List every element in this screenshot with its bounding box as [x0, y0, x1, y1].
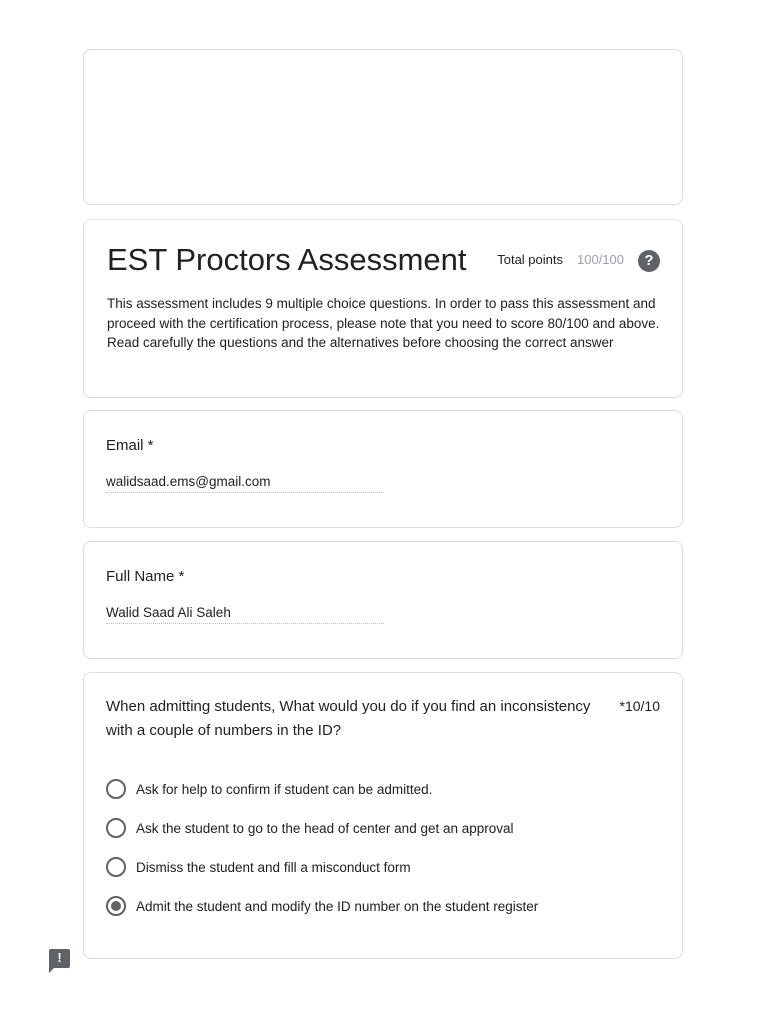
email-field[interactable]: walidsaad.ems@gmail.com — [106, 474, 384, 493]
question-card — [83, 672, 683, 959]
total-points-label: Total points — [497, 252, 563, 267]
help-circle-icon[interactable]: ? — [638, 250, 660, 272]
full-name-question-card — [83, 541, 683, 659]
header-banner — [83, 49, 683, 205]
answer-option-label: Ask the student to go to the head of center and get an approval — [136, 820, 514, 836]
answer-option-label: Dismiss the student and fill a misconduct form — [136, 859, 411, 875]
answer-option[interactable] — [106, 779, 538, 799]
radio-button[interactable] — [106, 857, 126, 877]
form-description: This assessment includes 9 multiple choice questions. In order to pass this assessment and proceed with the certification process, please note that you need to score 80/100 and above. Read carefully the questions and the alternatives before choosing the correct answer — [107, 296, 660, 350]
total-points-value: 100/100 — [577, 252, 624, 267]
question-score: *10/10 — [619, 698, 660, 714]
form-title: EST Proctors Assessment — [107, 242, 467, 277]
email-label: Email * — [106, 437, 154, 454]
answer-option[interactable] — [106, 818, 538, 838]
full-name-label: Full Name * — [106, 568, 185, 585]
answer-option-label: Admit the student and modify the ID number on the student register — [136, 898, 539, 914]
radio-button-selected[interactable] — [106, 896, 126, 916]
radio-button[interactable] — [106, 779, 126, 799]
email-question-card — [83, 410, 683, 528]
answer-option-label: Ask for help to confirm if student can be admitted. — [136, 781, 433, 797]
full-name-field[interactable]: Walid Saad Ali Saleh — [106, 605, 384, 624]
radio-button[interactable] — [106, 818, 126, 838]
answer-option[interactable] — [106, 896, 538, 916]
question-text: When admitting students, What would you do if you find an inconsistency with a couple of numbers in the ID? — [106, 698, 591, 739]
answer-option[interactable] — [106, 857, 538, 877]
answer-options — [106, 779, 538, 935]
total-points — [497, 252, 624, 267]
form-header-card — [83, 219, 683, 398]
feedback-icon[interactable]: ! — [49, 949, 70, 968]
